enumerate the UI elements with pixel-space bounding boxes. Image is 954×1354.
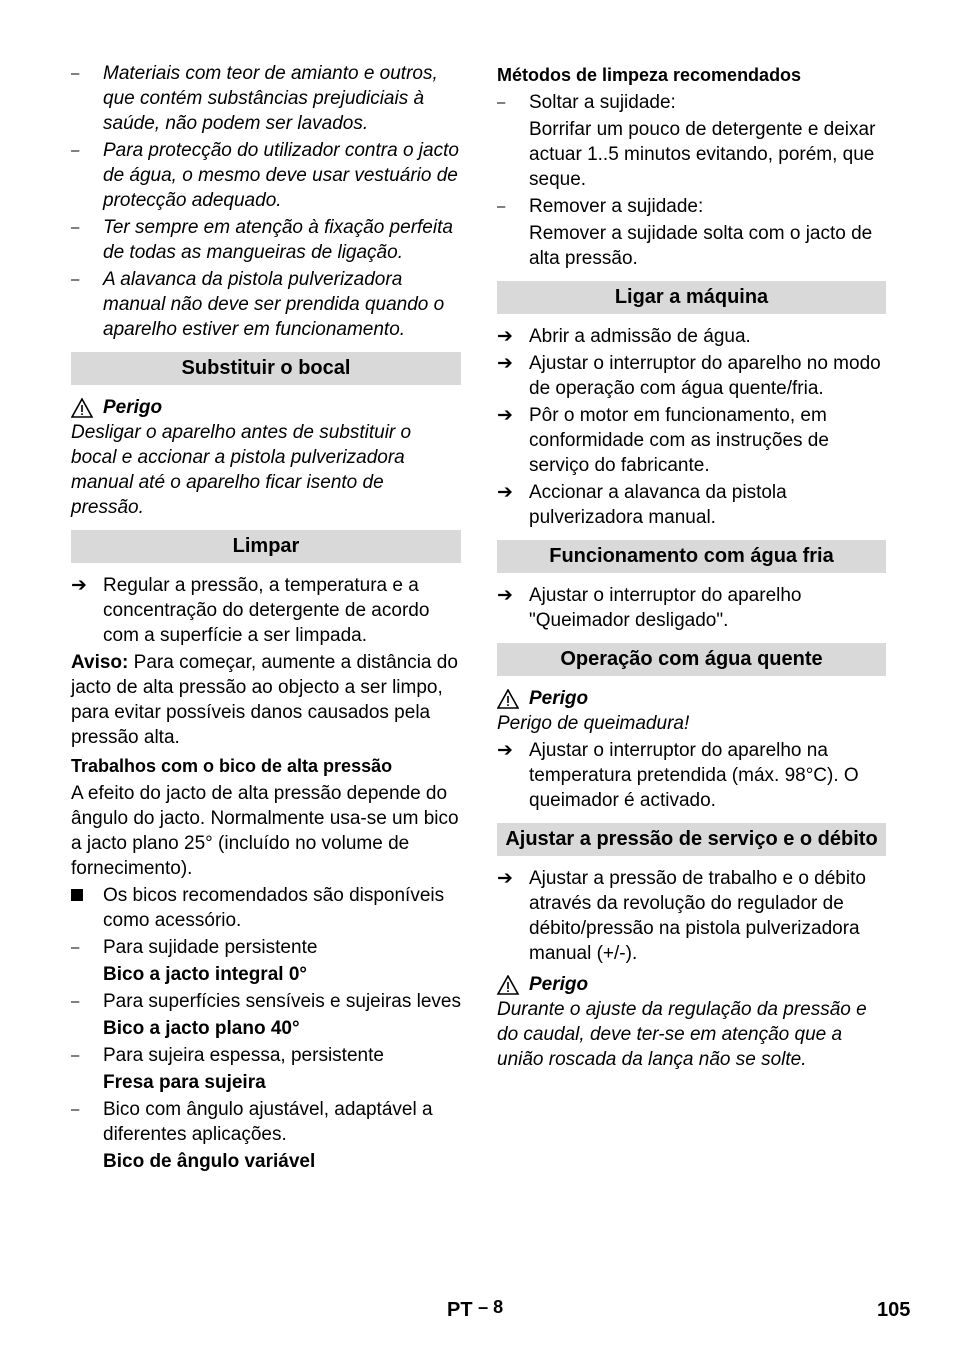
- list-item: – Para sujeira espessa, persistente: [71, 1045, 384, 1066]
- arrow-right-icon: ➔: [497, 326, 513, 347]
- square-list-item: Os bicos recomendados são disponíveis como acessório.: [71, 883, 461, 933]
- dash-marker: –: [71, 1101, 80, 1118]
- method-text: Remover a sujidade solta com o jacto de alta pressão.: [529, 223, 873, 269]
- list-item: – Remover a sujidade:: [497, 196, 704, 217]
- dash-marker: –: [497, 198, 506, 215]
- list-item: – Para superfícies sensíveis e sujeiras leves: [71, 991, 461, 1012]
- step-item: ➔ Ajustar o interruptor do aparelho no modo de operação com água quente/fria.: [497, 353, 881, 399]
- danger-text: Perigo de queimadura!: [497, 713, 690, 734]
- square-bullet-icon: [71, 889, 83, 901]
- footer-language-section: PT – 8: [447, 1297, 504, 1321]
- nozzle-name: Bico a jacto plano 40°: [103, 1018, 300, 1039]
- danger-heading: Perigo: [497, 686, 886, 711]
- dash-marker: –: [71, 1047, 80, 1064]
- section-heading-clean: Limpar: [71, 530, 461, 563]
- list-item: – A alavanca da pistola pulverizadora manual não deve ser prendida quando o aparelho estiver em funcionamento.: [71, 269, 445, 340]
- danger-text: Durante o ajuste da regulação da pressão e do caudal, deve ter-se em atenção que a união roscada da lança não se solte.: [497, 999, 867, 1070]
- step-item: ➔ Accionar a alavanca da pistola pulverizadora manual.: [497, 482, 787, 528]
- danger-heading: Perigo: [497, 972, 886, 997]
- list-item: – Soltar a sujidade:: [497, 92, 676, 113]
- subheading-high-pressure: Trabalhos com o bico de alta pressão: [71, 756, 393, 776]
- list-item: – Para sujidade persistente: [71, 937, 318, 958]
- step-item: ➔ Ajustar a pressão de trabalho e o débito através da revolução do regulador de débito/pressão na pistola pulverizadora manual (+/-).: [497, 868, 866, 964]
- step-item: ➔ Regular a pressão, a temperatura e a concentração do detergente de acordo com a superfície a ser limpada.: [71, 575, 430, 646]
- method-text: Borrifar um pouco de detergente e deixar actuar 1..5 minutos evitando, porém, que seque.: [529, 119, 876, 190]
- dash-marker: –: [71, 271, 80, 288]
- dash-marker: –: [71, 993, 80, 1010]
- nozzle-name: Bico de ângulo variável: [103, 1151, 316, 1172]
- nozzle-name: Bico a jacto integral 0°: [103, 964, 307, 985]
- nozzle-name: Fresa para sujeira: [103, 1072, 266, 1093]
- list-item: – Materiais com teor de amianto e outros, que contém substâncias prejudiciais à saúde, não podem ser lavados.: [71, 63, 438, 134]
- page-number: 105: [877, 1299, 911, 1321]
- list-item: – Bico com ângulo ajustável, adaptável a diferentes aplicações.: [71, 1099, 433, 1145]
- arrow-right-icon: ➔: [71, 575, 87, 596]
- section-heading-cold: Funcionamento com água fria: [497, 540, 886, 573]
- arrow-right-icon: ➔: [497, 740, 513, 761]
- dash-marker: –: [497, 94, 506, 111]
- section-heading-pressure: Ajustar a pressão de serviço e o débito: [497, 823, 886, 856]
- section-heading-hot: Operação com água quente: [497, 643, 886, 676]
- step-item: ➔ Abrir a admissão de água.: [497, 326, 751, 347]
- step-item: ➔ Ajustar o interruptor do aparelho na temperatura pretendida (máx. 98°C). O queimador é activado.: [497, 740, 859, 811]
- arrow-right-icon: ➔: [497, 482, 513, 503]
- step-item: ➔ Pôr o motor em funcionamento, em conformidade com as instruções de serviço do fabricante.: [497, 405, 829, 476]
- warning-triangle-icon: [497, 975, 521, 995]
- list-item: – Para protecção do utilizador contra o jacto de água, o mesmo deve usar vestuário de protecção adequado.: [71, 140, 459, 211]
- notice-paragraph: Aviso: Para começar, aumente a distância do jacto de alta pressão ao objecto a ser limpo, para evitar possíveis danos causados pela pressão alta.: [71, 652, 458, 748]
- arrow-right-icon: ➔: [497, 868, 513, 889]
- arrow-right-icon: ➔: [497, 405, 513, 426]
- danger-heading: Perigo: [71, 395, 461, 420]
- right-column: [497, 63, 886, 1074]
- dash-marker: –: [71, 219, 80, 236]
- warning-triangle-icon: [497, 689, 521, 709]
- danger-text: Desligar o aparelho antes de substituir o bocal e accionar a pistola pulverizadora manual até o aparelho ficar isento de pressão.: [71, 422, 412, 518]
- arrow-right-icon: ➔: [497, 353, 513, 374]
- dash-marker: –: [71, 939, 80, 956]
- step-item: ➔ Ajustar o interruptor do aparelho "Queimador desligado".: [497, 585, 802, 631]
- section-heading-nozzle: Substituir o bocal: [71, 352, 461, 385]
- list-item: – Ter sempre em atenção à fixação perfeita de todas as mangueiras de ligação.: [71, 217, 453, 263]
- paragraph: A efeito do jacto de alta pressão depende do ângulo do jacto. Normalmente usa-se um bico a jacto plano 25° (incluído no volume de fornecimento).: [71, 783, 459, 879]
- arrow-right-icon: ➔: [497, 585, 513, 606]
- left-column: [71, 61, 461, 1176]
- warning-triangle-icon: [71, 398, 95, 418]
- dash-marker: –: [71, 65, 80, 82]
- subheading-methods: Métodos de limpeza recomendados: [497, 65, 802, 85]
- dash-marker: –: [71, 142, 80, 159]
- section-heading-start: Ligar a máquina: [497, 281, 886, 314]
